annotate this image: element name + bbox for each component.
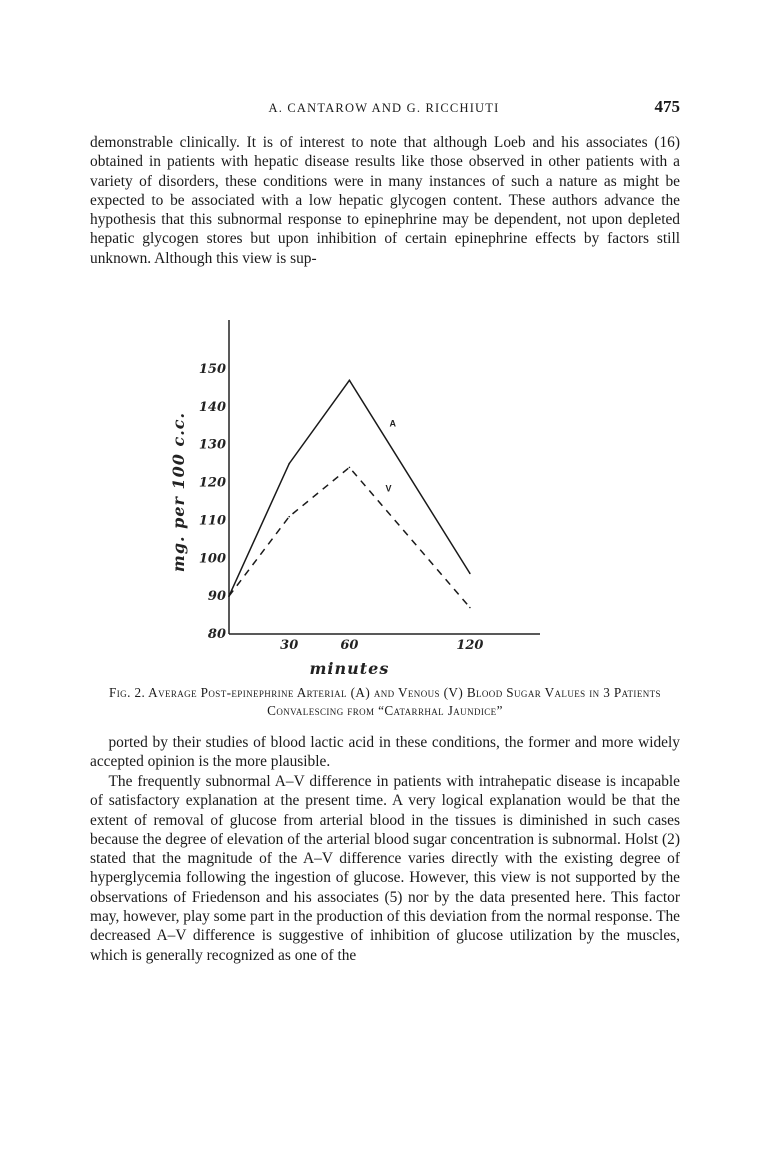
series-point-v (349, 467, 351, 469)
x-tick-label: 60 (340, 638, 359, 653)
y-tick-label: 80 (207, 627, 226, 642)
y-axis-title: mg. per 100 c.c. (169, 411, 188, 573)
y-tick-label: 90 (207, 589, 226, 605)
series-label-a: A (389, 418, 396, 429)
y-tick-label: 120 (198, 475, 226, 491)
series-line-v (229, 467, 470, 607)
series-point-v (469, 607, 471, 609)
series-line-a (229, 380, 470, 596)
x-tick-label: 30 (280, 638, 299, 653)
running-title: A. CANTAROW AND G. RICCHIUTI (268, 101, 500, 115)
y-tick-label: 130 (198, 437, 226, 453)
blood-sugar-chart (160, 310, 550, 680)
series-point-v (288, 516, 290, 518)
series-point-v (228, 595, 230, 597)
body-paragraph-continued: ported by their studies of blood lactic acid in these conditions, the former and more widely accepted opinion is the more plausible. (90, 734, 680, 771)
figure-caption-text: Average Post-epinephrine Arterial (A) and Venous (V) Blood Sugar Values in 3 Patients Convalescing from “Catarrhal Jaundice” (148, 685, 661, 718)
running-head (88, 97, 680, 119)
y-tick-label: 100 (198, 551, 226, 567)
series-point-a (469, 573, 471, 575)
series-label-v: V (385, 483, 392, 494)
page-number: 475 (654, 97, 680, 116)
figure-caption (90, 684, 680, 720)
figure-chart (160, 310, 550, 680)
figure-caption-label: Fig. 2. (109, 685, 146, 700)
y-tick-label: 150 (198, 361, 226, 377)
series-point-a (349, 379, 351, 381)
y-tick-label: 110 (198, 513, 226, 529)
body-paragraph-top: demonstrable clinically. It is of interest to note that although Loeb and his associates (16) obtained in patients with hepatic disease results like those observed in other patients with a variety of disorders, these conditions were in many instances of such a nature as might be expected to be associated with a low hepatic glycogen content. These authors advance the hypothesis that this subnormal response to epinephrine may be dependent, not upon depleted hepatic glycogen stores but upon inhibition of certain epinephrine effects by factors still unknown. Although this view is sup- (90, 134, 680, 267)
series-point-a (288, 463, 290, 465)
x-tick-label: 120 (456, 638, 484, 653)
body-paragraph-av-difference: The frequently subnormal A–V difference in patients with intrahepatic disease is incapable of satisfactory explanation at the present time. A very logical explanation would be that the extent of removal of glucose from arterial blood in the tissues is diminished in such cases because the degree of elevation of the arterial blood sugar concentration is subnormal. Holst (2) stated that the magnitude of the A–V difference varies directly with the existing degree of hyperglycemia following the ingestion of glucose. However, this view is not supported by the observations of Friedenson and his associates (5) nor by the data presented here. This factor may, however, play some part in the production of this deviation from the normal response. The decreased A–V difference is suggestive of inhibition of glucose utilization by the muscles, which is generally recognized as one of the (90, 773, 680, 964)
x-axis-title: minutes (309, 659, 390, 678)
y-tick-label: 140 (198, 399, 226, 415)
